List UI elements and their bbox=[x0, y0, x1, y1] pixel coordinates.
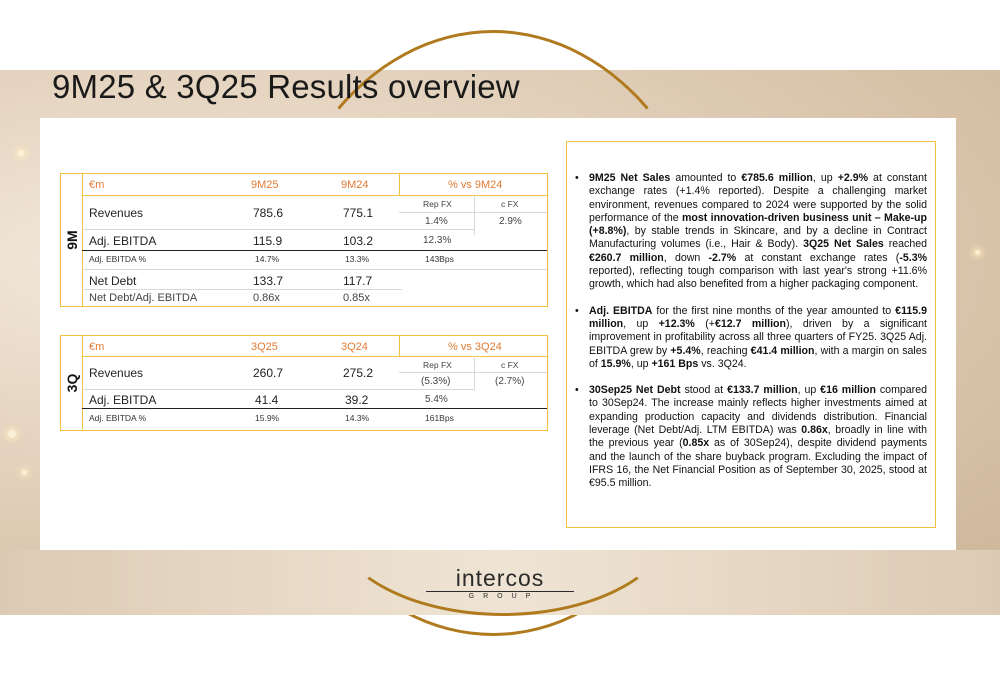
text: compared to 30Sep24. The increase mainly reflects higher investments aimed at expanding production capacity and dividends distribution. Financial leverage (Net Debt/Adj. LTM EBITDA) was bbox=[589, 384, 927, 437]
text: at constant exchange rates ( bbox=[736, 251, 900, 264]
bold-text: 15.9% bbox=[600, 357, 631, 370]
bold-text: €115.9 million bbox=[589, 304, 927, 330]
text: stood at bbox=[680, 384, 728, 397]
text: , broadly in line with the previous year ( bbox=[589, 424, 927, 450]
text: , up bbox=[630, 357, 652, 370]
header-col3: % vs 9M24 bbox=[448, 179, 503, 191]
bokeh-light bbox=[975, 250, 980, 255]
text: , up bbox=[797, 384, 821, 397]
value-margin-3q25: 15.9% bbox=[255, 413, 280, 423]
bold-text: €41.4 million bbox=[750, 344, 815, 357]
table-3q bbox=[60, 335, 548, 431]
text: , up bbox=[812, 172, 838, 184]
value-revenues-9m24: 775.1 bbox=[343, 206, 374, 220]
text: for the first nine months of the year amounted to bbox=[652, 304, 896, 317]
value-revenues-9m25: 785.6 bbox=[253, 206, 284, 220]
value-revenues-rep-fx: (5.3%) bbox=[421, 376, 451, 387]
text: reached bbox=[883, 238, 928, 251]
col-divider bbox=[399, 336, 400, 356]
text: reported), reflecting tough comparison with last year's strong +11.6% growth, which had also benefited from a higher packaging component. bbox=[589, 265, 927, 291]
header-col1: 3Q25 bbox=[251, 341, 278, 353]
row-label-revenues: Revenues bbox=[89, 206, 144, 220]
header-col2: 9M24 bbox=[341, 179, 369, 191]
bold-text: +12.3% bbox=[658, 317, 695, 330]
bold-text: 9M25 Net Sales bbox=[589, 172, 671, 184]
value-leverage-9m25: 0.86x bbox=[253, 292, 280, 304]
row-rule bbox=[82, 269, 547, 270]
row-label-revenues: Revenues bbox=[89, 366, 144, 380]
bold-text: €133.7 million bbox=[727, 384, 798, 397]
row-rule bbox=[82, 408, 547, 409]
header-unit: €m bbox=[89, 341, 105, 353]
bold-text: €785.6 million bbox=[741, 172, 813, 184]
subheader-rep-fx: Rep FX bbox=[423, 360, 452, 370]
text: , up bbox=[623, 317, 659, 330]
text: at constant exchange rates (+1.4% reported). Despite a challenging market environment, revenues compared to 2024 were supported by the solid performance of the bbox=[589, 172, 927, 224]
bold-text: +161 Bps bbox=[651, 357, 699, 370]
side-label-3q: 3Q bbox=[61, 336, 83, 430]
value-margin-9m25: 14.7% bbox=[255, 254, 280, 264]
header-rule bbox=[82, 356, 547, 357]
value-revenues-rep-fx: 1.4% bbox=[425, 216, 448, 227]
value-revenues-c-fx: (2.7%) bbox=[495, 376, 525, 387]
text: , reaching bbox=[700, 344, 751, 357]
row-rule bbox=[399, 212, 547, 213]
side-label-9m: 9M bbox=[61, 174, 83, 306]
bokeh-light bbox=[18, 150, 24, 156]
value-net-debt-9m24: 117.7 bbox=[343, 274, 373, 288]
row-label-ebitda: Adj. EBITDA bbox=[89, 234, 157, 248]
bokeh-light bbox=[22, 470, 27, 475]
value-ebitda-9m24: 103.2 bbox=[343, 234, 374, 248]
bold-text: -2.7% bbox=[708, 251, 737, 264]
row-label-margin: Adj. EBITDA % bbox=[89, 413, 147, 423]
col-divider bbox=[399, 174, 400, 195]
value-net-debt-9m25: 133.7 bbox=[253, 274, 284, 288]
header-col2: 3Q24 bbox=[341, 341, 368, 353]
subheader-rep-fx: Rep FX bbox=[423, 199, 452, 209]
bold-text: +2.9% bbox=[837, 172, 869, 184]
row-rule bbox=[82, 229, 474, 230]
value-revenues-3q25: 260.7 bbox=[253, 366, 284, 380]
row-rule bbox=[82, 389, 474, 390]
value-revenues-c-fx: 2.9% bbox=[499, 216, 522, 227]
subheader-c-fx: c FX bbox=[501, 360, 519, 370]
value-ebitda-rep-fx: 5.4% bbox=[425, 394, 448, 405]
text: , by stable trends in Skincare, and by a decline in Contract Manufacturing volumes (i.e., Hair & Body). bbox=[589, 225, 927, 251]
intercos-logo bbox=[426, 566, 574, 600]
col-divider bbox=[474, 195, 475, 235]
bold-text: 0.86x bbox=[801, 424, 828, 437]
text: , with a margin on sales of bbox=[589, 344, 927, 370]
value-margin-9m24: 13.3% bbox=[345, 254, 370, 264]
text: (+ bbox=[694, 317, 715, 330]
row-label-net-debt: Net Debt bbox=[89, 274, 137, 288]
bold-text: €16 million bbox=[820, 384, 876, 397]
logo-rule bbox=[426, 591, 574, 592]
bold-text: +5.4% bbox=[670, 344, 701, 357]
row-label-ebitda: Adj. EBITDA bbox=[89, 393, 157, 407]
text: as of 30Sep24), despite dividend payments and the launch of the share buyback program. Excluding the impact of IFRS 16, the Net Financial Position as of September 30, 2025, stood at €95.5 million. bbox=[589, 437, 927, 490]
bold-text: Adj. EBITDA bbox=[589, 304, 653, 317]
row-label-margin: Adj. EBITDA % bbox=[89, 254, 147, 264]
col-divider bbox=[474, 356, 475, 390]
header-col1: 9M25 bbox=[251, 179, 279, 191]
value-leverage-9m24: 0.85x bbox=[343, 292, 370, 304]
commentary-box bbox=[566, 141, 936, 528]
bold-text: 3Q25 Net Sales bbox=[803, 238, 884, 251]
value-ebitda-3q24: 39.2 bbox=[345, 393, 369, 407]
value-margin-3q24: 14.3% bbox=[345, 413, 370, 423]
text: ), driven by a significant improvement in profitability across all three quarters of FY25. 3Q25 Adj. EBITDA grew by bbox=[589, 317, 927, 357]
value-margin-rep-fx: 161Bps bbox=[425, 413, 454, 423]
row-label-leverage: Net Debt/Adj. EBITDA bbox=[89, 292, 198, 304]
value-ebitda-rep-fx: 12.3% bbox=[423, 235, 452, 246]
bold-text: 30Sep25 Net Debt bbox=[589, 384, 681, 397]
bokeh-light bbox=[8, 430, 16, 438]
row-rule bbox=[82, 289, 402, 290]
bold-text: €260.7 million bbox=[589, 251, 664, 264]
commentary-item bbox=[589, 305, 927, 371]
subheader-c-fx: c FX bbox=[501, 199, 519, 209]
bold-text: -5.3% bbox=[899, 251, 928, 264]
header-rule bbox=[82, 195, 547, 196]
page-title: 9M25 & 3Q25 Results overview bbox=[52, 68, 520, 105]
text: vs. 3Q24. bbox=[698, 357, 747, 370]
commentary-item bbox=[589, 384, 927, 490]
bold-text: €12.7 million bbox=[714, 317, 786, 330]
value-margin-rep-fx: 143Bps bbox=[425, 254, 454, 264]
header-col3: % vs 3Q24 bbox=[448, 341, 502, 353]
text: amounted to bbox=[670, 172, 742, 184]
header-unit: €m bbox=[89, 179, 105, 191]
logo-subtitle: GROUP bbox=[468, 593, 540, 600]
bold-text: 0.85x bbox=[682, 437, 710, 450]
row-rule bbox=[399, 372, 547, 373]
text: , down bbox=[663, 251, 709, 264]
commentary-item bbox=[589, 172, 927, 292]
logo-wordmark: intercos bbox=[455, 565, 545, 591]
commentary-list bbox=[567, 142, 935, 491]
row-rule bbox=[82, 250, 547, 251]
value-ebitda-9m25: 115.9 bbox=[253, 234, 283, 248]
value-revenues-3q24: 275.2 bbox=[343, 366, 374, 380]
value-ebitda-3q25: 41.4 bbox=[255, 393, 279, 407]
bold-text: most innovation-driven business unit – Make-up (+8.8%) bbox=[589, 211, 927, 238]
table-9m bbox=[60, 173, 548, 307]
